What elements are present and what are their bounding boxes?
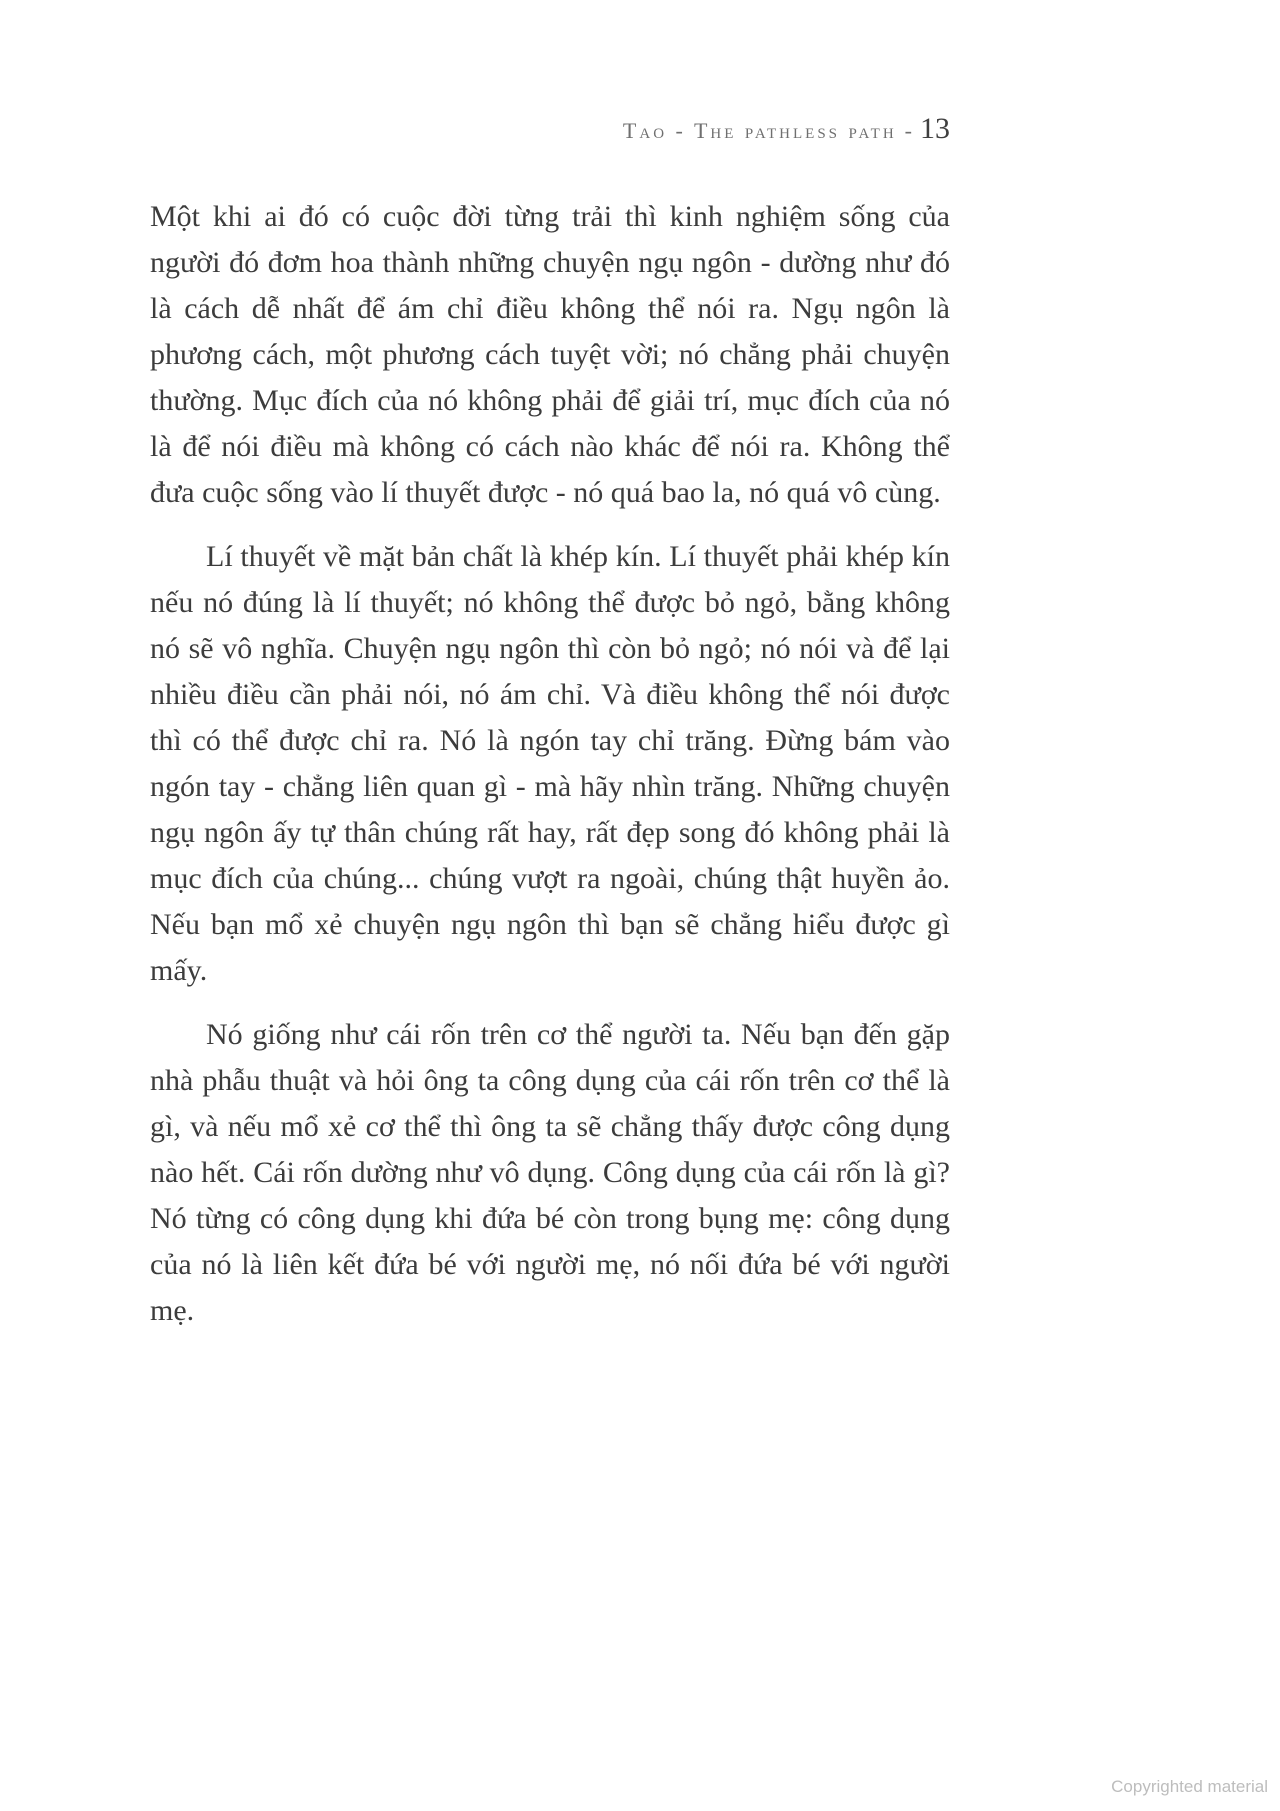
- header-separator: -: [904, 118, 912, 143]
- running-title: Tao - The pathless path: [622, 118, 897, 143]
- page-header: [150, 112, 950, 146]
- paragraph: Lí thuyết về mặt bản chất là khép kín. Lí thuyết phải khép kín nếu nó đúng là lí thuyết; nó không thể được bỏ ngỏ, bằng không nó sẽ vô nghĩa. Chuyện ngụ ngôn thì còn bỏ ngỏ; nó nói và để lại nhiều điều cần phải nói, nó ám chỉ. Và điều không thể nói được thì có thể được chỉ ra. Nó là ngón tay chỉ trăng. Đừng bám vào ngón tay - chẳng liên quan gì - mà hãy nhìn trăng. Những chuyện ngụ ngôn ấy tự thân chúng rất hay, rất đẹp song đó không phải là mục đích của chúng... chúng vượt ra ngoài, chúng thật huyền ảo. Nếu bạn mổ xẻ chuyện ngụ ngôn thì bạn sẽ chẳng hiểu được gì mấy.: [150, 540, 950, 987]
- body-text: [150, 194, 950, 1334]
- page-number: 13: [920, 112, 950, 145]
- copyright-watermark: Copyrighted material: [1111, 1777, 1268, 1796]
- paragraph: Một khi ai đó có cuộc đời từng trải thì kinh nghiệm sống của người đó đơm hoa thành những chuyện ngụ ngôn - dường như đó là cách dễ nhất để ám chỉ điều không thể nói ra. Ngụ ngôn là phương cách, một phương cách tuyệt vời; nó chẳng phải chuyện thường. Mục đích của nó không phải để giải trí, mục đích của nó là để nói điều mà không có cách nào khác để nói ra. Không thể đưa cuộc sống vào lí thuyết được - nó quá bao la, nó quá vô cùng.: [150, 200, 950, 509]
- paragraph: Nó giống như cái rốn trên cơ thể người ta. Nếu bạn đến gặp nhà phẫu thuật và hỏi ông ta công dụng của cái rốn trên cơ thể là gì, và nếu mổ xẻ cơ thể thì ông ta sẽ chẳng thấy được công dụng nào hết. Cái rốn dường như vô dụng. Công dụng của cái rốn là gì? Nó từng có công dụng khi đứa bé còn trong bụng mẹ: công dụng của nó là liên kết đứa bé với người mẹ, nó nối đứa bé với người mẹ.: [150, 1018, 950, 1327]
